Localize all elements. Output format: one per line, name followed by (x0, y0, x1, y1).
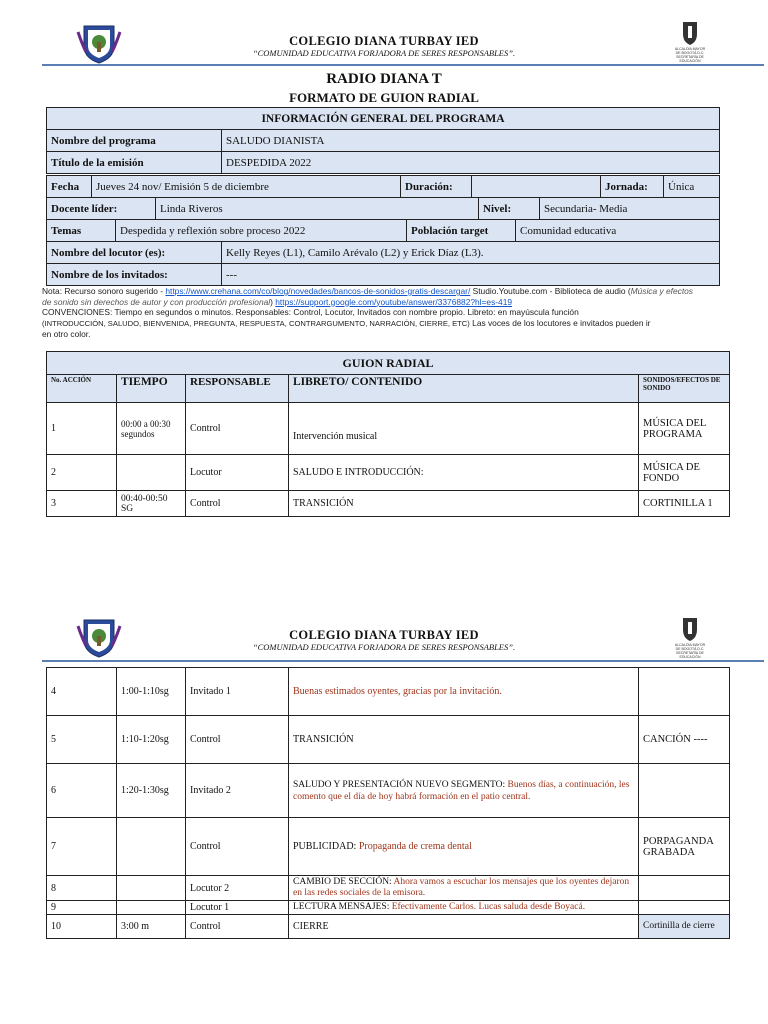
row-responsible: Locutor 1 (186, 901, 289, 915)
row-content: Buenas estimados oyentes, gracias por la invitación. (289, 668, 639, 716)
table-row (47, 668, 730, 716)
school-name-page2: COLEGIO DIANA TURBAY IED (289, 628, 479, 642)
info-table (46, 107, 720, 174)
school-motto: “COMUNIDAD EDUCATIVA FORJADORA DE SERES RESPONSABLES”. (252, 48, 516, 58)
date-label: Fecha (47, 176, 92, 198)
col-header-responsible: RESPONSABLE (186, 375, 289, 403)
row-sound: CORTINILLA 1 (639, 491, 730, 517)
table-row (47, 901, 730, 915)
row-time: 00:40-00:50 SG (117, 491, 186, 517)
guion-table-page2 (46, 667, 730, 939)
guests-label: Nombre de los invitados: (47, 264, 222, 286)
info-table-date-row (46, 175, 720, 198)
info-table-teacher-row (46, 197, 720, 220)
col-header-time: TIEMPO (117, 375, 186, 403)
row-number: 6 (47, 764, 117, 818)
row-content: Buenos días, a continuación, les comento que el día de hoy habrá formación en el patio central. (293, 779, 630, 802)
row-time (117, 876, 186, 901)
row-time: 3:00 m (117, 915, 186, 939)
row-function: LECTURA MENSAJES: (293, 902, 390, 912)
row-content: Efectivamente Carlos. Lucas saluda desde Boyacá. (389, 902, 586, 912)
row-number: 7 (47, 818, 117, 876)
target-value: Comunidad educativa (516, 220, 720, 242)
row-function: SALUDO E INTRODUCCIÓN: (289, 455, 639, 491)
row-time: 1:10-1:20sg (117, 716, 186, 764)
row-sound (639, 901, 730, 915)
bogota-seal-logo (670, 20, 710, 64)
row-time (117, 818, 186, 876)
program-value: SALUDO DIANISTA (222, 130, 720, 152)
emission-label: Título de la emisión (47, 152, 222, 174)
row-sound: Cortinilla de cierre (639, 915, 730, 939)
teacher-value: Linda Riveros (156, 198, 479, 220)
col-header-sound: SONIDOS/EFECTOS DE SONIDO (639, 375, 730, 403)
program-label: Nombre del programa (47, 130, 222, 152)
note-middle2: ) (270, 296, 276, 307)
col-header-script: LIBRETO/ CONTENIDO (289, 375, 639, 403)
row-responsible: Invitado 2 (186, 764, 289, 818)
guion-title: GUION RADIAL (47, 352, 730, 375)
note-conventions: CONVENCIONES: Tiempo en segundos o minutos. Responsables: Control, Locutor, Invitados con nombre propio. Libreto: en mayúscula función (42, 307, 579, 318)
row-function: PUBLICIDAD: (293, 841, 357, 852)
info-section-title: INFORMACIÓN GENERAL DEL PROGRAMA (47, 108, 720, 130)
row-sound: CANCIÓN ---- (639, 716, 730, 764)
teacher-label: Docente líder: (47, 198, 156, 220)
row-sound (639, 764, 730, 818)
row-time: 00:00 a 00:30 segundos (117, 403, 186, 455)
row-sound: PORPAGANDA GRABADA (639, 818, 730, 876)
youtube-support-link[interactable]: https://support.google.com/youtube/answer/3376882?hl=es-419 (275, 296, 513, 307)
duration-value (472, 176, 601, 198)
bogota-seal-logo-page2 (670, 616, 710, 660)
table-row (47, 764, 730, 818)
row-number: 5 (47, 716, 117, 764)
row-content: Intervención musical (289, 403, 639, 455)
info-table-hosts-rows (46, 241, 720, 286)
row-responsible: Control (186, 491, 289, 517)
row-number: 1 (47, 403, 117, 455)
topics-value: Despedida y reflexión sobre proceso 2022 (116, 220, 407, 242)
hosts-value: Kelly Reyes (L1), Camilo Arévalo (L2) y Erick Díaz (L3). (222, 242, 720, 264)
level-value: Secundaria- Media (540, 198, 720, 220)
row-responsible: Control (186, 716, 289, 764)
row-responsible: Invitado 1 (186, 668, 289, 716)
seal-text-3: SECRETARÍA DE EDUCACIÓN (676, 55, 704, 63)
note-color: en otro color. (42, 329, 91, 340)
table-row (47, 455, 730, 491)
target-label: Población target (407, 220, 516, 242)
row-time: 1:00-1:10sg (117, 668, 186, 716)
table-row (47, 716, 730, 764)
note-functions: (INTRODUCCIÓN, SALUDO, BIENVENIDA, PREGUNTA, RESPUESTA, CONTRARGUMENTO, NARRACIÓN, CIERRE, ETC) (42, 318, 470, 328)
row-number: 3 (47, 491, 117, 517)
seal-text-3: SECRETARÍA DE EDUCACIÓN (676, 651, 704, 659)
row-responsible: Control (186, 915, 289, 939)
row-time (117, 901, 186, 915)
seal-text-2: DE BOGOTÁ D.C. (675, 647, 705, 651)
row-sound (639, 876, 730, 901)
row-sound (639, 668, 730, 716)
row-time: 1:20-1:30sg (117, 764, 186, 818)
row-time (117, 455, 186, 491)
emission-value: DESPEDIDA 2022 (222, 152, 720, 174)
note-block (42, 286, 702, 340)
table-row (47, 403, 730, 455)
row-content: Propaganda de crema dental (356, 841, 472, 852)
row-function: CIERRE (289, 915, 639, 939)
header-divider-page2 (42, 660, 764, 662)
row-sound: MÚSICA DE FONDO (639, 455, 730, 491)
hosts-label: Nombre del locutor (es): (47, 242, 222, 264)
row-number: 9 (47, 901, 117, 915)
shift-label: Jornada: (601, 176, 664, 198)
row-sound: MÚSICA DEL PROGRAMA (639, 403, 730, 455)
header-divider (42, 64, 764, 66)
seal-text-1: ALCALDÍA MAYOR (674, 47, 706, 51)
note-prefix: Nota: Recurso sonoro sugerido - (42, 286, 166, 296)
seal-text-2: DE BOGOTÁ D.C. (675, 51, 705, 55)
level-label: Nivel: (479, 198, 540, 220)
row-number: 4 (47, 668, 117, 716)
date-value: Jueves 24 nov/ Emisión 5 de diciembre (92, 176, 401, 198)
table-row (47, 818, 730, 876)
row-responsible: Control (186, 403, 289, 455)
guion-table-page1 (46, 351, 730, 517)
shift-value: Única (664, 176, 720, 198)
row-number: 10 (47, 915, 117, 939)
crehana-link[interactable]: https://www.crehana.com/co/blog/novedades/bancos-de-sonidos-gratis-descargar/ (165, 286, 471, 296)
col-header-action: No. ACCIÓN (47, 375, 117, 403)
row-responsible: Locutor 2 (186, 876, 289, 901)
duration-label: Duración: (401, 176, 472, 198)
note-voices: Las voces de los locutores e invitados pueden ir (469, 317, 651, 328)
row-number: 2 (47, 455, 117, 491)
note-middle1: Studio.Youtube.com - Biblioteca de audio ( (470, 286, 631, 296)
row-function: CAMBIO DE SECCIÓN: (293, 877, 392, 887)
row-function: TRANSICIÓN (289, 716, 639, 764)
school-motto-page2: “COMUNIDAD EDUCATIVA FORJADORA DE SERES RESPONSABLES”. (252, 642, 516, 652)
row-number: 8 (47, 876, 117, 901)
school-name: COLEGIO DIANA TURBAY IED (289, 34, 479, 48)
table-row (47, 915, 730, 939)
note-italic: Música y efectos de sonido sin derechos de autor y con producción profesional (42, 286, 693, 307)
doc-subtitle: FORMATO DE GUION RADIAL (289, 90, 479, 105)
info-table-topics-row (46, 219, 720, 242)
row-content: Ahora vamos a escuchar los mensajes que los oyentes dejaron en las redes sociales de la emisora. (293, 877, 630, 898)
row-function: TRANSICIÓN (289, 491, 639, 517)
topics-label: Temas (47, 220, 116, 242)
doc-title: RADIO DIANA T (326, 71, 442, 87)
row-function: SALUDO Y PRESENTACIÓN NUEVO SEGMENTO: (293, 779, 506, 790)
row-responsible: Control (186, 818, 289, 876)
row-responsible: Locutor (186, 455, 289, 491)
seal-text-1: ALCALDÍA MAYOR (674, 643, 706, 647)
guests-value: --- (222, 264, 720, 286)
table-row (47, 876, 730, 901)
table-row (47, 491, 730, 517)
